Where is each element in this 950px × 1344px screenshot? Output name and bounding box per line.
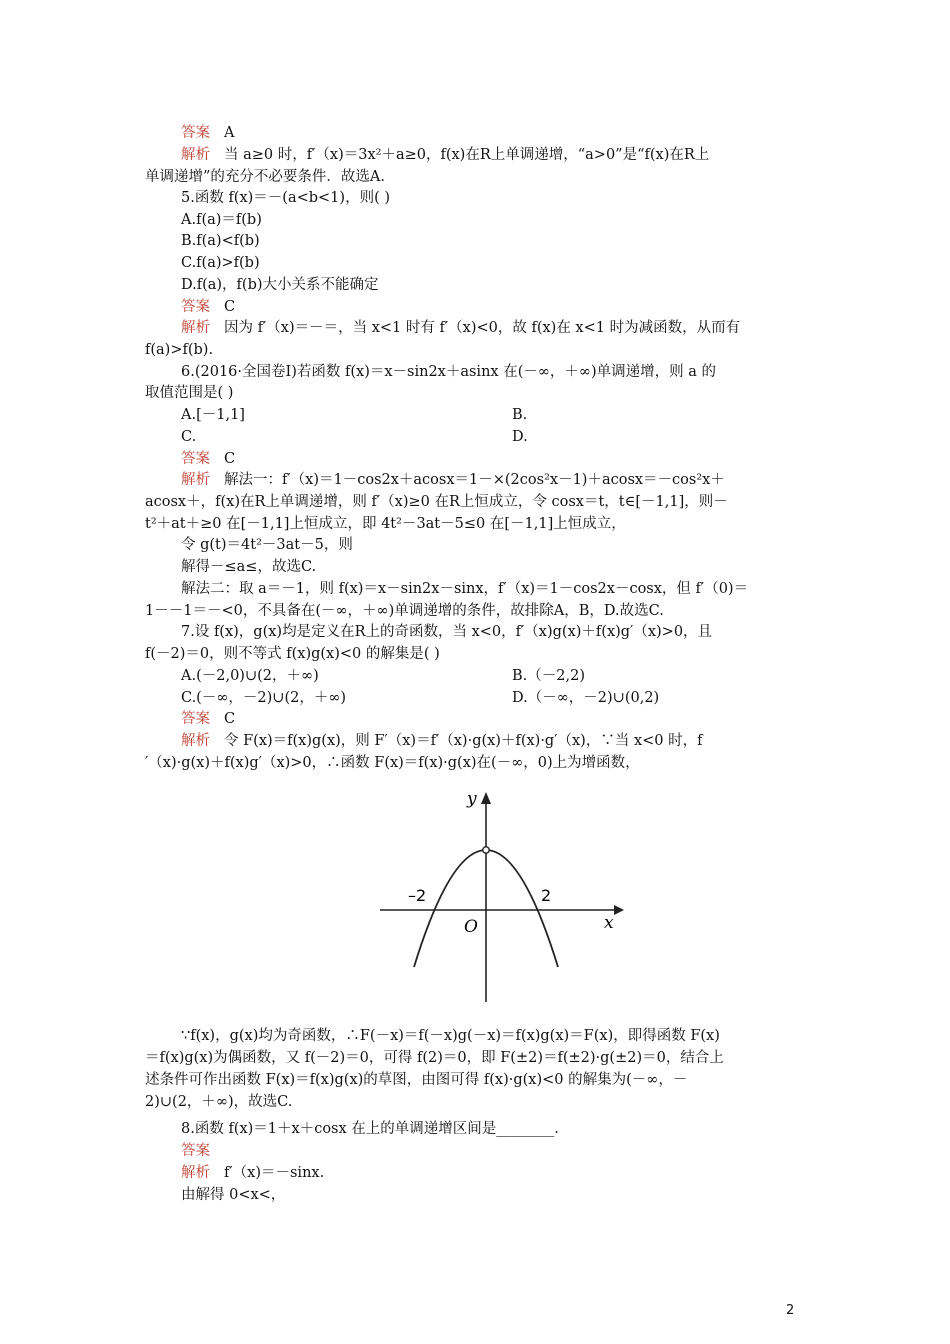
text-line: f(－2)＝0，则不等式 f(x)g(x)<0 的解集是( ): [145, 646, 440, 662]
text-line: 解法二：取 a＝－1，则 f(x)＝x－sin2x－sinx，f′（x)＝1－cos2x－cosx，但 f′（0)＝: [181, 581, 749, 597]
neg-root-label: –2: [408, 886, 427, 905]
analysis-line: [181, 318, 740, 339]
analysis-label: 解析: [181, 472, 210, 488]
text-line: 述条件可作出函数 F(x)＝f(x)g(x)的草图，由图可得 f(x)·g(x)<0 的解集为(－∞，－: [145, 1072, 688, 1088]
analysis-line: [181, 470, 725, 491]
option-c: C.: [181, 429, 197, 445]
text-line: 取值范围是( ): [145, 385, 234, 401]
option-a: A.[－1,1]: [181, 407, 245, 423]
text-line: f(a)>f(b).: [145, 342, 214, 358]
answer-line: [181, 123, 234, 144]
answer-label: 答案: [181, 299, 210, 315]
option-d: D.（－∞，－2)∪(0,2): [512, 690, 660, 706]
page-number: 2: [786, 1303, 795, 1318]
text-line: ＝f(x)g(x)为偶函数，又 f(－2)＝0，可得 f(2)＝0，即 F(±2)＝f(±2)·g(±2)＝0，结合上: [145, 1050, 724, 1066]
answer-label: 答案: [181, 451, 210, 467]
answer-line: [181, 297, 235, 318]
option-d: D.: [512, 429, 528, 445]
answer-value: C: [224, 711, 236, 727]
x-axis-label: x: [604, 913, 614, 933]
option-a: A.f(a)＝f(b): [181, 212, 262, 228]
text-line: 由解得 0<x<，: [181, 1187, 286, 1203]
text-line: 解得－≤a≤，故选C.: [181, 559, 317, 575]
analysis-text: 解法一：f′（x)＝1－cos2x＋acosx＝1－×(2cos²x－1)＋acosx＝－cos²x＋: [224, 472, 725, 488]
question-6: 6.(2016·全国卷Ⅰ)若函数 f(x)＝x－sin2x＋asinx 在(－∞，＋∞)单调递增，则 a 的: [181, 364, 717, 380]
option-c: C.(－∞，－2)∪(2，＋∞): [181, 690, 347, 706]
open-point-marker: [483, 847, 489, 853]
option-c: C.f(a)>f(b): [181, 255, 260, 271]
analysis-text: 令 F(x)＝f(x)g(x)，则 F′（x)＝f′（x)·g(x)＋f(x)·g′（x)，∵当 x<0 时，f: [224, 733, 703, 749]
text-line: t²＋at＋≥0 在[－1,1]上恒成立，即 4t²－3at－5≤0 在[－1,1]上恒成立，: [145, 516, 626, 532]
option-b: B.f(a)<f(b): [181, 233, 260, 249]
text-line: ′（x)·g(x)＋f(x)g′（x)>0，∴函数 F(x)＝f(x)·g(x)在(－∞，0)上为增函数，: [145, 755, 640, 771]
analysis-label: 解析: [181, 1165, 210, 1181]
analysis-label: 解析: [181, 733, 210, 749]
answer-label: 答案: [181, 711, 210, 727]
y-axis-label: y: [467, 789, 477, 809]
text-line: ∵f(x)，g(x)均为奇函数，∴F(－x)＝f(－x)g(－x)＝f(x)g(x)＝F(x)，即得函数 F(x): [181, 1028, 720, 1044]
analysis-line: [181, 1163, 324, 1184]
y-axis-arrow: [481, 792, 491, 804]
option-b: B.: [512, 407, 528, 423]
answer-value: A: [224, 125, 235, 141]
answer-line: [181, 449, 235, 470]
analysis-line: [181, 731, 702, 752]
answer-label: 答案: [181, 1143, 210, 1159]
question-7: 7.设 f(x)，g(x)均是定义在R上的奇函数，当 x<0，f′（x)g(x)＋f(x)g′（x)>0，且: [181, 624, 713, 640]
origin-label: O: [464, 917, 478, 937]
question-5: 5.函数 f(x)＝－(a<b<1)，则( ): [181, 190, 390, 206]
answer-value: C: [224, 451, 236, 467]
question-8: 8.函数 f(x)＝1＋x＋cosx 在上的单调递增区间是________.: [181, 1121, 559, 1137]
answer-value: C: [224, 299, 236, 315]
analysis-label: 解析: [181, 320, 210, 336]
analysis-label: 解析: [181, 147, 210, 163]
text-line: 2)∪(2，＋∞)，故选C.: [145, 1094, 293, 1110]
text-line: acosx＋，f(x)在R上单调递增，则 f′（x)≥0 在R上恒成立，令 cosx＝t，t∈[－1,1]，则－: [145, 494, 728, 510]
answer-line: [181, 1141, 224, 1162]
analysis-text: f′（x)＝－sinx.: [224, 1165, 325, 1181]
analysis-text: 当 a≥0 时，f′（x)＝3x²＋a≥0，f(x)在R上单调递增，“a>0”是“f(x)在R上: [224, 147, 710, 163]
pos-root-label: 2: [541, 886, 552, 905]
answer-label: 答案: [181, 125, 210, 141]
text-line: 单调递增”的充分不必要条件．故选A.: [145, 169, 385, 185]
x-axis-arrow: [614, 905, 624, 915]
option-b: B.（－2,2): [512, 668, 585, 684]
option-a: A.(－2,0)∪(2，＋∞): [181, 668, 319, 684]
option-d: D.f(a)，f(b)大小关系不能确定: [181, 277, 379, 293]
text-line: 1－－1＝－<0，不具备在(－∞，＋∞)单调递增的条件，故排除A，B，D.故选C.: [145, 603, 664, 619]
analysis-line: [181, 145, 709, 166]
text-line: 令 g(t)＝4t²－3at－5，则: [181, 537, 353, 553]
analysis-text: 因为 f′（x)＝－＝，当 x<1 时有 f′（x)<0，故 f(x)在 x<1 时为减函数，从而有: [224, 320, 741, 336]
answer-line: [181, 709, 235, 730]
parabola-sketch-figure: [358, 782, 630, 1010]
